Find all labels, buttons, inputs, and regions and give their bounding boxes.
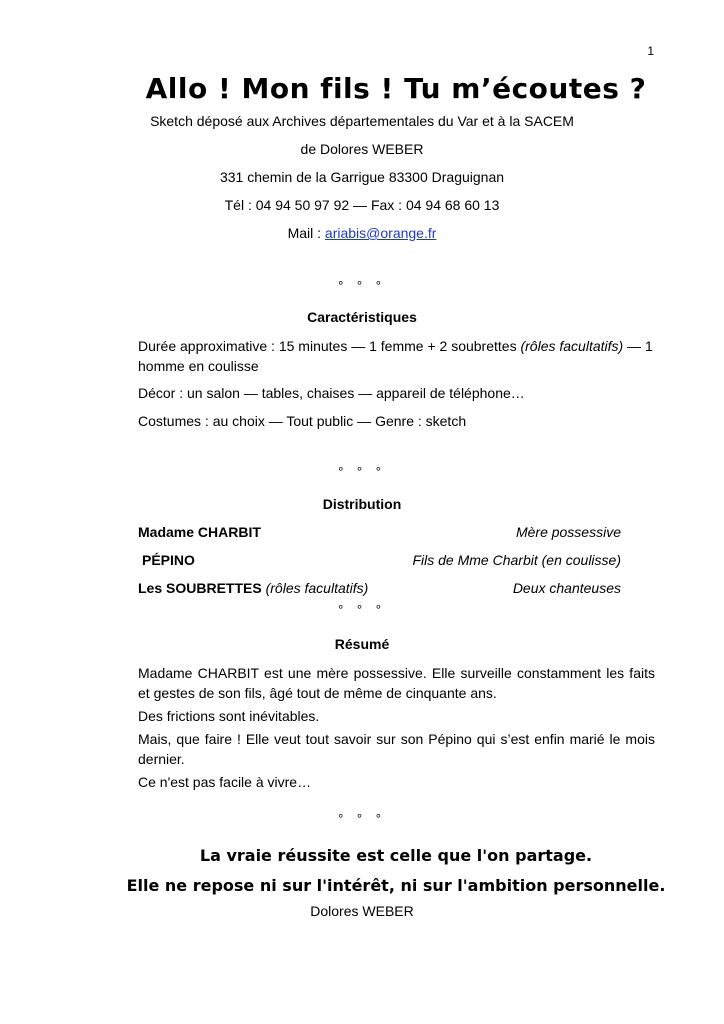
author-line: de Dolores WEBER — [300, 141, 424, 157]
phone-line: Tél : 04 94 50 97 92 — Fax : 04 94 68 60 13 — [224, 197, 500, 213]
quote-author: Dolores WEBER — [310, 903, 414, 919]
cast-name-text: Madame CHARBIT — [138, 524, 261, 540]
characteristics-heading: Caractéristiques — [307, 309, 417, 325]
separator: ° ° ° — [338, 278, 386, 293]
mail-link[interactable]: ariabis@orange.fr — [324, 225, 437, 241]
quote-line-1: La vraie réussite est celle que l'on partage. — [199, 846, 593, 865]
decor-text: Décor : un salon — tables, chaises — appareil de téléphone… — [138, 385, 525, 401]
cast-role: Mère possessive — [515, 524, 621, 540]
distribution-heading: Distribution — [322, 496, 402, 512]
summary-paragraph: Mais, que faire ! Elle veut tout savoir sur son Pépino qui s’est enfin marié le mois dernier. — [138, 731, 655, 767]
cast-name — [142, 552, 195, 568]
address: 331 chemin de la Garrigue 83300 Draguignan — [219, 169, 505, 185]
duration-text — [138, 337, 655, 376]
cast-name-text: PÉPINO — [142, 552, 195, 568]
cast-name-text: Les SOUBRETTES — [138, 580, 262, 596]
page-number: 1 — [647, 44, 654, 58]
summary-paragraph: Madame CHARBIT est une mère possessive. Elle surveille constamment les faits et gestes de son fils, âgé tout de même de cinquante ans. — [138, 665, 655, 701]
cast-role: Fils de Mme Charbit (en coulisse) — [412, 552, 621, 568]
duration-roles: (rôles facultatifs) — [520, 338, 624, 354]
mail-line — [0, 225, 724, 241]
cast-note: (rôles facultatifs) — [265, 580, 369, 596]
subtitle: Sketch déposé aux Archives départementales du Var et à la SACEM — [150, 113, 574, 129]
costumes-text: Costumes : au choix — Tout public — Genre : sketch — [138, 413, 467, 429]
quote-line-2: Elle ne repose ni sur l'intérêt, ni sur l'ambition personnelle. — [126, 876, 666, 895]
summary-paragraph: Ce n'est pas facile à vivre… — [138, 774, 312, 790]
duration-main: Durée approximative : 15 minutes — 1 femme + 2 soubrettes — [138, 338, 521, 354]
summary-paragraph: Des frictions sont inévitables. — [138, 708, 320, 724]
separator: ° ° ° — [338, 602, 386, 617]
mail-label: Mail : — [287, 225, 325, 241]
duration-extra: — 1 homme en coulisse — [138, 338, 653, 374]
cast-role: Deux chanteuses — [512, 580, 621, 596]
summary-heading: Résumé — [334, 636, 390, 652]
separator: ° ° ° — [338, 811, 386, 826]
cast-name — [138, 580, 368, 596]
document-title: Allo ! Mon fils ! Tu m’écoutes ? — [145, 72, 647, 105]
cast-name — [138, 524, 261, 540]
separator: ° ° ° — [338, 464, 386, 479]
